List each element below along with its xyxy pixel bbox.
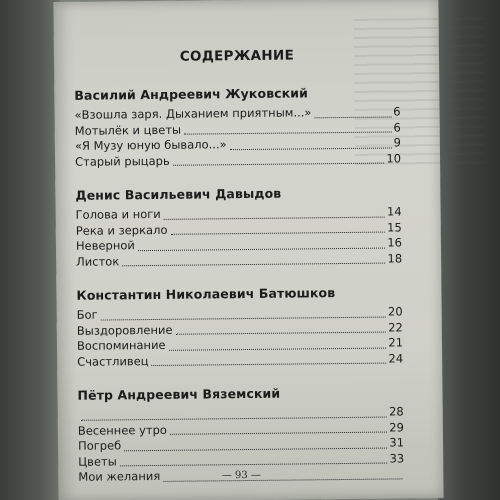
- entry-title: «Я Музу юную бывало...»: [74, 137, 227, 153]
- leader-dots: [184, 131, 391, 134]
- entry-page: 20: [387, 304, 403, 319]
- leader-dots: [173, 163, 385, 166]
- page-number: — 93 —: [221, 469, 261, 482]
- entry-page: 22: [388, 319, 403, 335]
- leader-dots: [176, 332, 387, 335]
- leader-dots: [164, 216, 385, 219]
- leader-dots: [122, 263, 385, 267]
- toc-heading: СОДЕРЖАНИЕ: [179, 47, 295, 65]
- leader-dots: [101, 316, 386, 320]
- entry-page: 29: [389, 419, 404, 435]
- leader-dots: [152, 363, 387, 366]
- toc-section-zhukovsky: [74, 84, 401, 169]
- entry-title: Мотылёк и цветы: [74, 122, 182, 138]
- entry-title: Счастливец: [77, 353, 149, 369]
- entry-title: Неверной: [75, 238, 135, 253]
- table-of-contents: [74, 46, 405, 500]
- toc-section-batyushkov: [76, 284, 403, 369]
- entry-title: Погреб: [77, 438, 122, 453]
- author-name: Василий Андреевич Жуковский: [74, 85, 309, 103]
- entry-title: Голова и ноги: [75, 206, 161, 222]
- entry-page: 6: [393, 119, 401, 134]
- entry-title: Река и зеркало: [75, 222, 168, 238]
- toc-section-davydov: [75, 184, 402, 269]
- entry-page: 18: [387, 250, 403, 266]
- author-name: Константин Николаевич Батюшков: [76, 285, 336, 303]
- entry-page: 14: [386, 204, 402, 219]
- entry-page: 31: [389, 435, 405, 450]
- entry-page: 16: [387, 235, 403, 250]
- leader-dots: [138, 247, 385, 251]
- leader-dots: [314, 116, 391, 118]
- facing-page-edge: [438, 0, 500, 500]
- entry-title: Цветы: [78, 453, 117, 469]
- leader-dots: [124, 447, 387, 451]
- entry-page: 21: [388, 335, 404, 350]
- entry-title: Бог: [76, 307, 98, 322]
- leader-dots: [230, 147, 392, 150]
- toc-entry: [75, 151, 401, 170]
- entry-title: Мои желания: [78, 468, 161, 484]
- entry-title: Воспоминание: [76, 337, 166, 353]
- book-spine-shadow: [0, 0, 60, 500]
- entry-page: 24: [388, 350, 404, 366]
- entry-title: Листок: [76, 253, 120, 269]
- entry-page: 9: [393, 135, 401, 150]
- entry-title: Весеннее утро: [77, 422, 167, 438]
- entry-title: Выздоровление: [76, 322, 173, 338]
- book-page: [53, 0, 443, 500]
- leader-dots: [170, 432, 387, 435]
- leader-dots: [120, 463, 388, 467]
- entry-page: 15: [387, 219, 402, 235]
- entry-title: Старый рыцарь: [74, 153, 170, 169]
- author-name: Пётр Андреевич Вяземский: [77, 385, 281, 403]
- leader-dots: [170, 232, 385, 235]
- toc-entry: [77, 351, 403, 370]
- entry-page: 10: [386, 150, 402, 166]
- entry-page: 33: [389, 450, 405, 466]
- entry-title: «Взошла заря. Дыханием приятным...»: [74, 105, 312, 122]
- author-name: Денис Васильевич Давыдов: [75, 185, 282, 203]
- entry-page: 28: [388, 404, 404, 419]
- leader-dots: [169, 347, 387, 350]
- entry-page: 6: [393, 104, 401, 119]
